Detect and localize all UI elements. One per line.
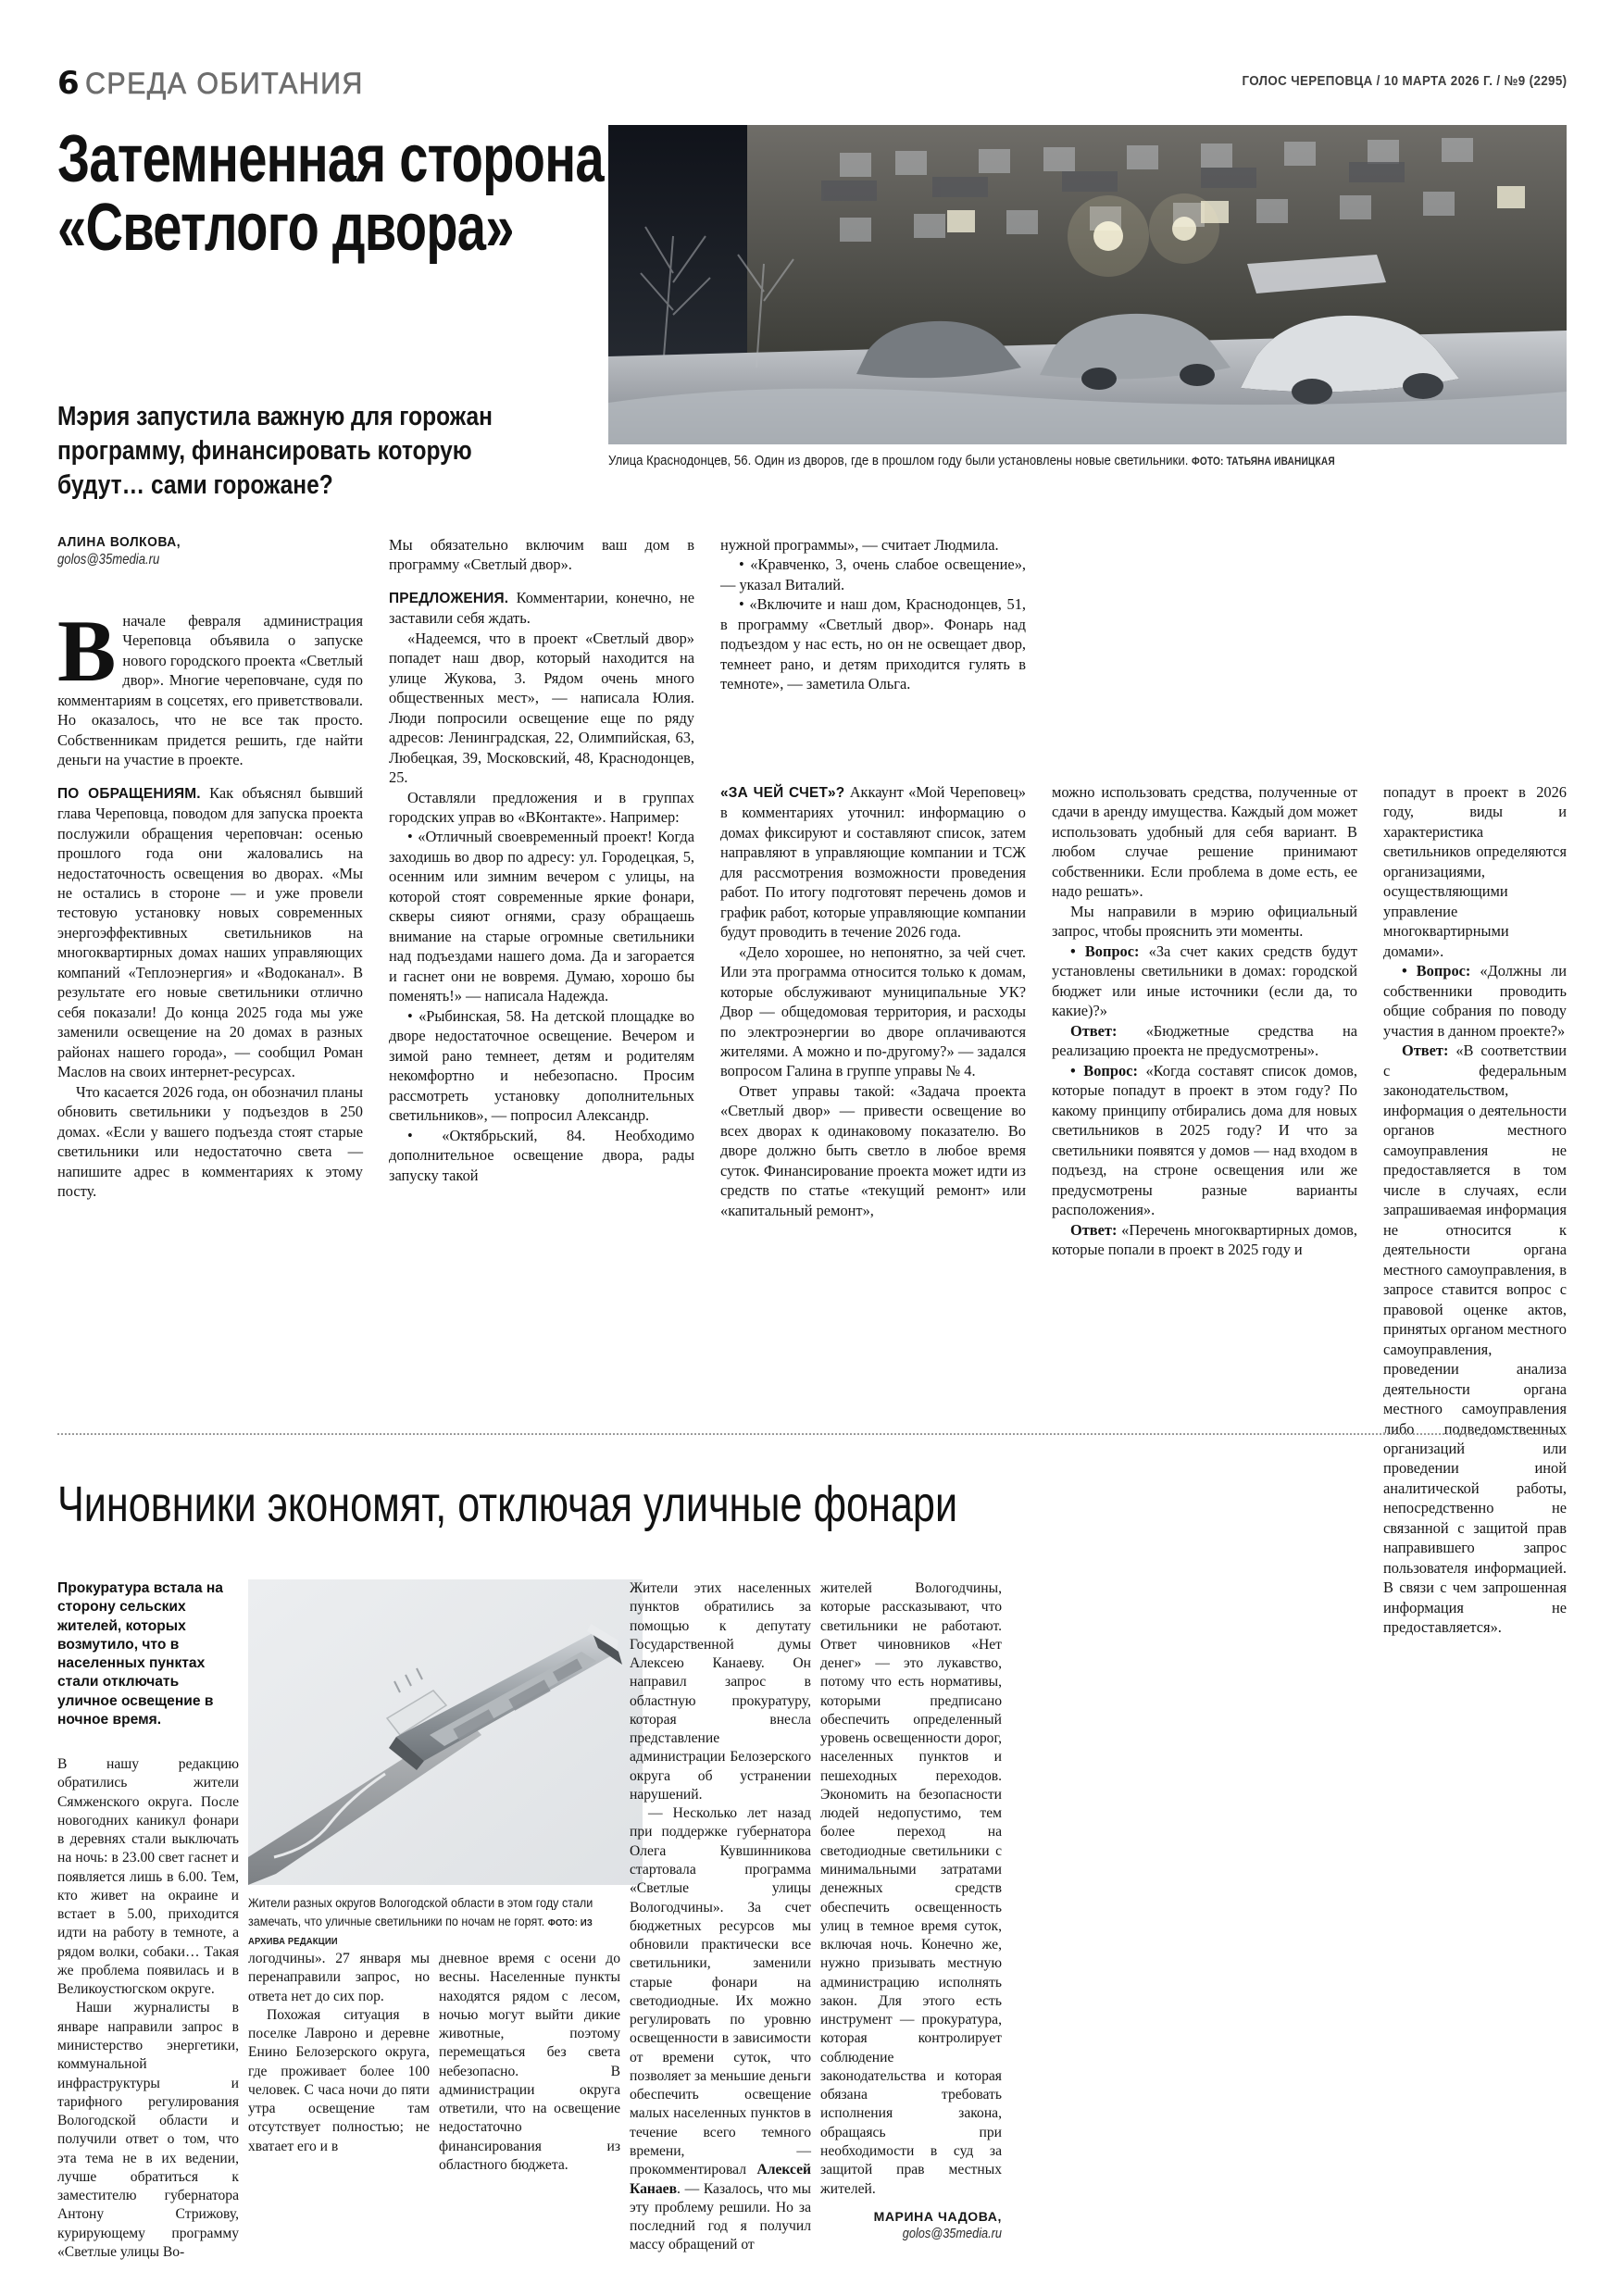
article1-headline-line1: Затемненная сторона (57, 122, 604, 196)
article1-col2-p2: Комментарии, конечно, не заставили себя ждать. (389, 588, 694, 628)
article2-column-5 (820, 1579, 1002, 2242)
article2-quoted-name: Алексей Канаев (630, 2162, 811, 2197)
article1-col2-p4: Оставляли предложения и в группах городских управ во «ВКонтакте». Например: (389, 788, 694, 826)
article1-col5-q-label: • Вопрос: (1402, 962, 1471, 980)
article1-col2-lead: ПРЕДЛОЖЕНИЯ. (389, 590, 509, 606)
article1-col4-q1-label: • Вопрос: (1070, 942, 1140, 960)
article2-headline: Чиновники экономят, отключая уличные фонари (57, 1477, 958, 1532)
article2-lead: Прокуратура встала на сторону сельских жителей, которых возмутило, что в населенных пунктах стали отключать уличное освещение в ночное время. (57, 1580, 223, 1728)
article1-col2-p7: • «Октябрьский, 84. Необходимо дополнительное освещение двора, рады запуску такой (389, 1126, 694, 1184)
article1-photo-credit: ФОТО: ТАТЬЯНА ИВАНИЦКАЯ (1192, 456, 1335, 468)
article1-column-5 (1383, 782, 1567, 1638)
article1-col5-a-label: Ответ: (1402, 1042, 1449, 1060)
article1-author-email: golos@35media.ru (57, 552, 160, 568)
article1-column-4 (1052, 782, 1357, 1260)
article2-col1-p2: Наши журналисты в январе направили запрос в министерство энергетики, коммунальной инфраструктуры и тарифного регулирования Вологодской области и получили ответ о том, что эта тема не в их ведении, лучше обратиться к заместителю губернатора Антону Стрижову, курирующему программу «Светлые улицы Во- (57, 2000, 239, 2260)
article1-col2-p1: Мы обязательно включим ваш дом в программу «Светлый двор». (389, 536, 694, 574)
article2-col4-p1: Жители этих населенных пунктов обратились за помощью к депутату Государственной думы Алексею Канаеву. Он направил запрос в областную прокуратуру, которая внесла представление администрации Белозерского округа об устранении нарушений. (630, 1580, 811, 1803)
article2-caption-text: Жители разных округов Вологодской области в этом году стали замечать, что уличные светильники по ночам не горят. (248, 1895, 593, 1928)
section-title: СРЕДА ОБИТАНИЯ (85, 67, 364, 100)
article2-col2-p2: Похожая ситуация в поселке Лавроно и деревне Енино Белозерского округа, где проживает более 100 человек. С часа ночи до пяти утра освещение там отсутствует полностью; не хватает его и в (248, 2006, 430, 2154)
article1-col3-p2: • «Кравченко, 3, очень слабое освещение», — указал Виталий. (720, 555, 1026, 593)
article2-col2-p1: логодчины». 27 января мы перенаправили запрос, но ответа нет до сих пор. (248, 1951, 430, 2004)
article2-col3-p1: дневное время с осени до весны. Населенные пункты находятся рядом с лесом, ночью могут выйти дикие животные, поэтому перемещаться без света небезопасно. В администрации округа ответили, что на освещение недостаточно финансирования из областного бюджета. (439, 1951, 620, 2173)
article1-column-1 (57, 602, 363, 1202)
article1-caption-text: Улица Краснодонцев, 56. Один из дворов, где в прошлом году были установлены новые светильники. (608, 453, 1189, 468)
article1-col4-p2: Мы направили в мэрию официальный запрос, чтобы прояснить эти моменты. (1052, 902, 1357, 941)
article1-col4-a1-label: Ответ: (1070, 1021, 1118, 1040)
article1-col3-p4: Аккаунт «Мой Череповец» в комментариях уточнил: информацию о домах фиксируют и составляют список, затем направляют в управляющие компании и ТСЖ для рассмотрения возможности проведения работ. По итогу подготовят перечень домов и график работ, которые управляющие компании будут проводить в течение 2026 года. (720, 783, 1026, 942)
article1-col4-q2: «Когда составят список домов, которые попадут в проект в этом году? По какому принципу отбирались дома для новых светильников в 2025 году? И что за светильники появятся у домов — над входом в подъезд, на строне освещения или же предусмотрены разные варианты расположения». (1052, 1061, 1358, 1219)
article1-col4-a1: «Бюджетные средства на реализацию проекта не предусмотрены». (1052, 1021, 1357, 1060)
article1-byline (57, 535, 363, 568)
article1-headline-line2: «Светлого двора» (57, 191, 514, 266)
night-courtyard-photo-illustration (608, 125, 1567, 444)
article1-headline (57, 122, 604, 266)
page-header (57, 57, 1567, 109)
article2-col4-p2: — Несколько лет назад при поддержке губернатора Олега Кувшинникова стартовала программа «Светлые улицы Вологодчины». За счет бюджетных ресурсов мы обновили практически все светильники, заменили старые фонари на светодиодные. Их можно регулировать по уровню освещенности в зависимости от времени суток, что позволяет за меньшие деньги обеспечить освещение малых населенных пунктов в течение всего темного времени, — прокомментировал (630, 1805, 811, 2178)
article1-subtitle: Мэрия запустила важную для горожан программу, финансировать которую будут… сами горожане? (57, 402, 493, 501)
article2-column-3 (439, 1950, 620, 2175)
article1-col1-lead: ПО ОБРАЩЕНИЯМ. (57, 785, 201, 802)
article1-col5-p1: попадут в проект в 2026 году, виды и характеристика светильников определяются организациями, осуществляющими управление многоквартирными домами». (1383, 783, 1567, 960)
article1-col3-p5: «Дело хорошее, но непонятно, за чей счет. Или эта программа относится только к домам, которые обслуживают муниципальные УК? Двор — общедомовая территория, и расходы по электроэнергии во дворе оплачиваются жителями. А можно и по-другому?» — задался вопросом Галина в группе управы № 4. (720, 942, 1026, 1080)
article1-col5-q: «Должны ли собственники проводить общие собрания по поводу участия в данном проекте?» (1383, 962, 1567, 1040)
article2-author-name: МАРИНА ЧАДОВА, (873, 2208, 1002, 2224)
article1-col5-a: «В соответствии с федеральным законодательством, информация о деятельности органов местного самоуправления не предоставляется в том числе в случаях, если запрашиваемая информация не относится к деятельности органа местного самоуправления, в запросе ставится вопрос с правовой оценке актов, принятых органом местного самоуправления, проведении анализа деятельности органа местного самоуправления либо подведомственных организаций или проведении иной аналитической работы, непосредственно не связанной с защитой прав направившего запрос пользователя информацией. В связи с чем запрошенная информация не предоставляется». (1383, 1042, 1567, 1637)
article1-col1-p1: начале февраля администрация Череповца объявила о запуске нового городского проекта «Светлый двор». Многие череповчане, судя по комментариям в соцсетях, его приветствовали. Но оказалось, что не все так просто. Собственникам придется решить, где найти деньги на участие в проекте. (57, 612, 363, 769)
article2-photo-credit: ФОТО: ИЗ АРХИВА РЕДАКЦИИ (248, 1916, 593, 1947)
article2-column-1 (57, 1755, 239, 2262)
article1-col3-lead: «ЗА ЧЕЙ СЧЕТ»? (720, 785, 845, 801)
article1-col1-p2: Как объяснял бывший глава Череповца, поводом для запуска проекта послужили обращения череповчан: осенью прошлого года они жаловались на недостаточность освещения во дворах. «Мы не остались в стороне — и уже провели тестовую установку новых современных энергоэффективных светильников на многоквартирных домах наших управляющих компаний «Теплоэнергия» и «Водоканал». В результате его новые светильники отлично себя показали! До конца 2025 года мы уже заменили освещение на 20 домах в разных районах нашего города», — сообщил Роман Маслов на своих интернет-ресурсах. (57, 783, 363, 1081)
masthead-info: ГОЛОС ЧЕРЕПОВЦА / 10 МАРТА 2026 Г. / №9 (2295) (1242, 74, 1567, 89)
article1-author-name: АЛИНА ВОЛКОВА, (57, 535, 181, 550)
article2-col5-p1: жителей Вологодчины, которые рассказывают, что светильники не работают. Ответ чиновников «Нет денег» — это лукавство, потому что есть нормативы, которыми предписано обеспечить определенный уровень освещенности дорог, населенных пунктов и пешеходных переходов. Экономить на безопасности людей недопустимо, тем более переход на светодиодные светильники с минимальными затратами денежных средств обеспечить освещенность улиц в темное время суток, включая ночь. Конечно же, нужно призывать местную администрацию исполнять закон. Для этого есть инструмент — прокуратура, которая контролирует соблюдение законодательства и которая обязана требовать исполнения закона, обращаясь при необходимости в суд за защитой прав местных жителей. (820, 1580, 1002, 2197)
article2-author-email: golos@35media.ru (902, 2225, 1002, 2241)
article1-column-3-bottom (720, 782, 1026, 1220)
article1-photo (608, 125, 1567, 444)
article1-col2-p5: • «Отличный своевременный проект! Когда заходишь во двор по адресу: ул. Городецкая, 5, осенним или зимним вечером с улицы, на которой стоят современные яркие фонари, скверы сияют огнями, сразу обращаешь внимание на старые огромные светильники над подъездами нашего дома. Да и загорается и гаснет они не вовремя. Думаю, хорошо бы поменять!» — написала Надежда. (389, 828, 694, 1005)
article2-signoff (820, 2208, 1002, 2243)
led-streetlight-photo-illustration (248, 1579, 643, 1885)
article2-col4-p3: . — Казалось, что мы эту проблему решили. Но за последний год я получил массу обращений от (630, 2180, 811, 2253)
article1-col2-p3: «Надеемся, что в проект «Светлый двор» попадет наш двор, который находится на улице Жукова, 3. Рядом очень много общественных мест», — написала Юлия. Люди попросили освещение еще по ряду адресов: Ленинградская, 22, Олимпийская, 63, Любецкая, 39, Московский, 48, Краснодонцев, 25. (389, 629, 694, 787)
article2-photo-caption (248, 1894, 603, 1950)
article1-column-3-top (720, 535, 1026, 694)
article1-photo-caption (608, 451, 1452, 471)
article1-col3-p6: Ответ управы такой: «Задача проекта «Светлый двор» — привести освещение во всех дворах к одинаковому показателю. Во дворе должно быть светло в любое время суток. Финансирование проекта может идти из средств по статье «текущий ремонт» или «капитальный ремонт», (720, 1081, 1026, 1219)
article2-column-2 (248, 1950, 430, 2156)
article1-column-2 (389, 535, 694, 1185)
article1-col1-p3: Что касается 2026 года, он обозначил планы обновить светильники у подъездов в 250 домах. «Если у вашего подъезда стоят старые светильники или недостаточно света — напишите адрес в комментариях к этому посту. (57, 1082, 363, 1201)
article1-col3-p1: нужной программы», — считает Людмила. (720, 536, 999, 554)
section-divider (57, 1433, 1567, 1435)
article1-col4-a2: «Перечень многоквартирных домов, которые попали в проект в 2025 году и (1052, 1220, 1357, 1259)
article2-photo (248, 1579, 643, 1885)
article2-column-4 (630, 1579, 811, 2255)
article1-col4-p1: можно использовать средства, полученные от сдачи в аренду имущества. Каждый дом может использовать удобный для себя вариант. В любом случае решение принимают собственники. Если проблема в доме есть, ее надо решать». (1052, 783, 1357, 901)
article2-col1-p1: В нашу редакцию обратились жители Сямженского округа. После новогодних каникул фонари в деревнях стали выключать на ночь: в 23.00 свет гаснет и появляется лишь в 6.00. Тем, кто живет на окраине и встает в 5.00, приходится идти на работу в темноте, а рядом волки, собаки… Такая же проблема появилась и в Великоустюгском округе. (57, 1756, 239, 1998)
article1-col4-a2-label: Ответ: (1070, 1220, 1118, 1239)
article1-dropcap: В (57, 602, 117, 700)
article1-col2-p6: • «Рыбинская, 58. На детской площадке во дворе недостаточное освещение. Вечером и зимой рано темнеет, детям и родителям некомфортно и небезопасно. Просим рассмотреть установку дополнительных светильников», — попросил Александр. (389, 1006, 694, 1125)
article1-col3-p3: • «Включите и наш дом, Краснодонцев, 51, в программу «Светлый двор». Фонарь над подъездом у нас есть, но он не освещает двор, темнеет рано, и детям приходится гулять в темноте», — заметила Ольга. (720, 595, 1026, 693)
article1-col4-q1: «За счет каких средств будут установлены светильники в домах: городской бюджет или иные источники (если да, то какие)?» (1052, 942, 1358, 1020)
page-number: 6 (57, 65, 79, 102)
article1-col4-q2-label: • Вопрос: (1070, 1061, 1138, 1079)
